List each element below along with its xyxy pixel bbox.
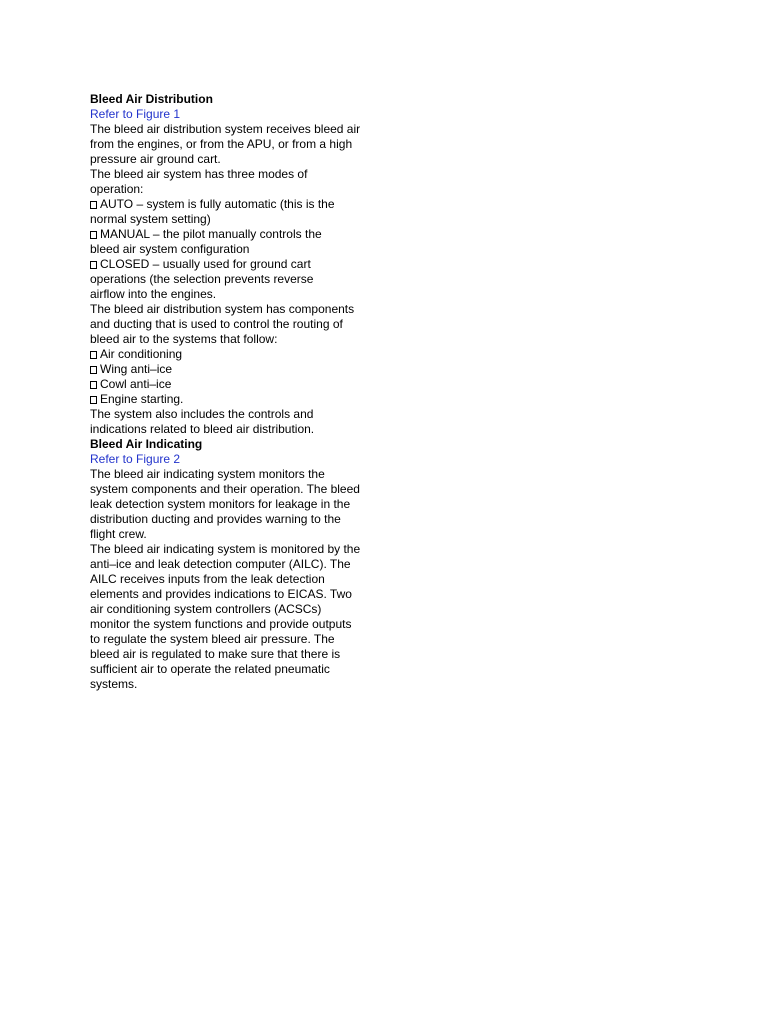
body-line: pressure air ground cart. — [90, 152, 221, 166]
body-line: sufficient air to operate the related pneumatic — [90, 662, 330, 676]
body-line: airflow into the engines. — [90, 287, 217, 301]
body-line: air conditioning system controllers (ACSCs) — [90, 602, 322, 616]
body-line: bleed air is regulated to make sure that there is — [90, 647, 341, 661]
body-line: The system also includes the controls and — [90, 407, 314, 421]
figure-reference-1[interactable]: Refer to Figure 1 — [90, 107, 181, 121]
body-line: The bleed air distribution system receives bleed air — [90, 122, 361, 136]
body-line: system components and their operation. The bleed — [90, 482, 360, 496]
mode-item-manual — [90, 227, 390, 242]
body-line: The bleed air distribution system has components — [90, 302, 355, 316]
mode-item-text: AUTO – system is fully automatic (this is the — [100, 197, 335, 211]
body-line: flight crew. — [90, 527, 147, 541]
checkbox-square-icon — [90, 366, 97, 374]
body-line: leak detection system monitors for leakage in the — [90, 497, 351, 511]
body-line: operation: — [90, 182, 144, 196]
system-item-text: Cowl anti–ice — [100, 377, 172, 391]
body-line: indications related to bleed air distribution. — [90, 422, 315, 436]
system-item-text: Air conditioning — [100, 347, 183, 361]
section-heading-distribution: Bleed Air Distribution — [90, 92, 213, 106]
body-line: systems. — [90, 677, 138, 691]
body-line: operations (the selection prevents reverse — [90, 272, 314, 286]
mode-item-closed — [90, 257, 390, 272]
body-line: anti–ice and leak detection computer (AILC). The — [90, 557, 351, 571]
body-line: bleed air to the systems that follow: — [90, 332, 278, 346]
mode-item-auto — [90, 197, 390, 212]
figure-reference-2[interactable]: Refer to Figure 2 — [90, 452, 181, 466]
body-line: monitor the system functions and provide outputs — [90, 617, 352, 631]
body-line: AILC receives inputs from the leak detection — [90, 572, 325, 586]
checkbox-square-icon — [90, 381, 97, 389]
body-line: from the engines, or from the APU, or from a high — [90, 137, 353, 151]
body-line: and ducting that is used to control the routing of — [90, 317, 343, 331]
system-item-cowl-anti-ice — [90, 377, 390, 392]
body-line: to regulate the system bleed air pressure. The — [90, 632, 335, 646]
checkbox-square-icon — [90, 351, 97, 359]
system-item-text: Engine starting. — [100, 392, 184, 406]
body-line: normal system setting) — [90, 212, 211, 226]
section-heading-indicating: Bleed Air Indicating — [90, 437, 203, 451]
body-line: The bleed air indicating system is monitored by the — [90, 542, 361, 556]
body-line: The bleed air system has three modes of — [90, 167, 308, 181]
checkbox-square-icon — [90, 231, 97, 239]
system-item-air-conditioning — [90, 347, 390, 362]
body-line: elements and provides indications to EICAS. Two — [90, 587, 352, 601]
document-page — [90, 92, 390, 692]
system-item-text: Wing anti–ice — [100, 362, 173, 376]
checkbox-square-icon — [90, 261, 97, 269]
body-line: The bleed air indicating system monitors the — [90, 467, 325, 481]
checkbox-square-icon — [90, 201, 97, 209]
body-line: bleed air system configuration — [90, 242, 250, 256]
mode-item-text: MANUAL – the pilot manually controls the — [100, 227, 322, 241]
checkbox-square-icon — [90, 396, 97, 404]
system-item-engine-starting — [90, 392, 390, 407]
system-item-wing-anti-ice — [90, 362, 390, 377]
body-line: distribution ducting and provides warning to the — [90, 512, 341, 526]
mode-item-text: CLOSED – usually used for ground cart — [100, 257, 311, 271]
